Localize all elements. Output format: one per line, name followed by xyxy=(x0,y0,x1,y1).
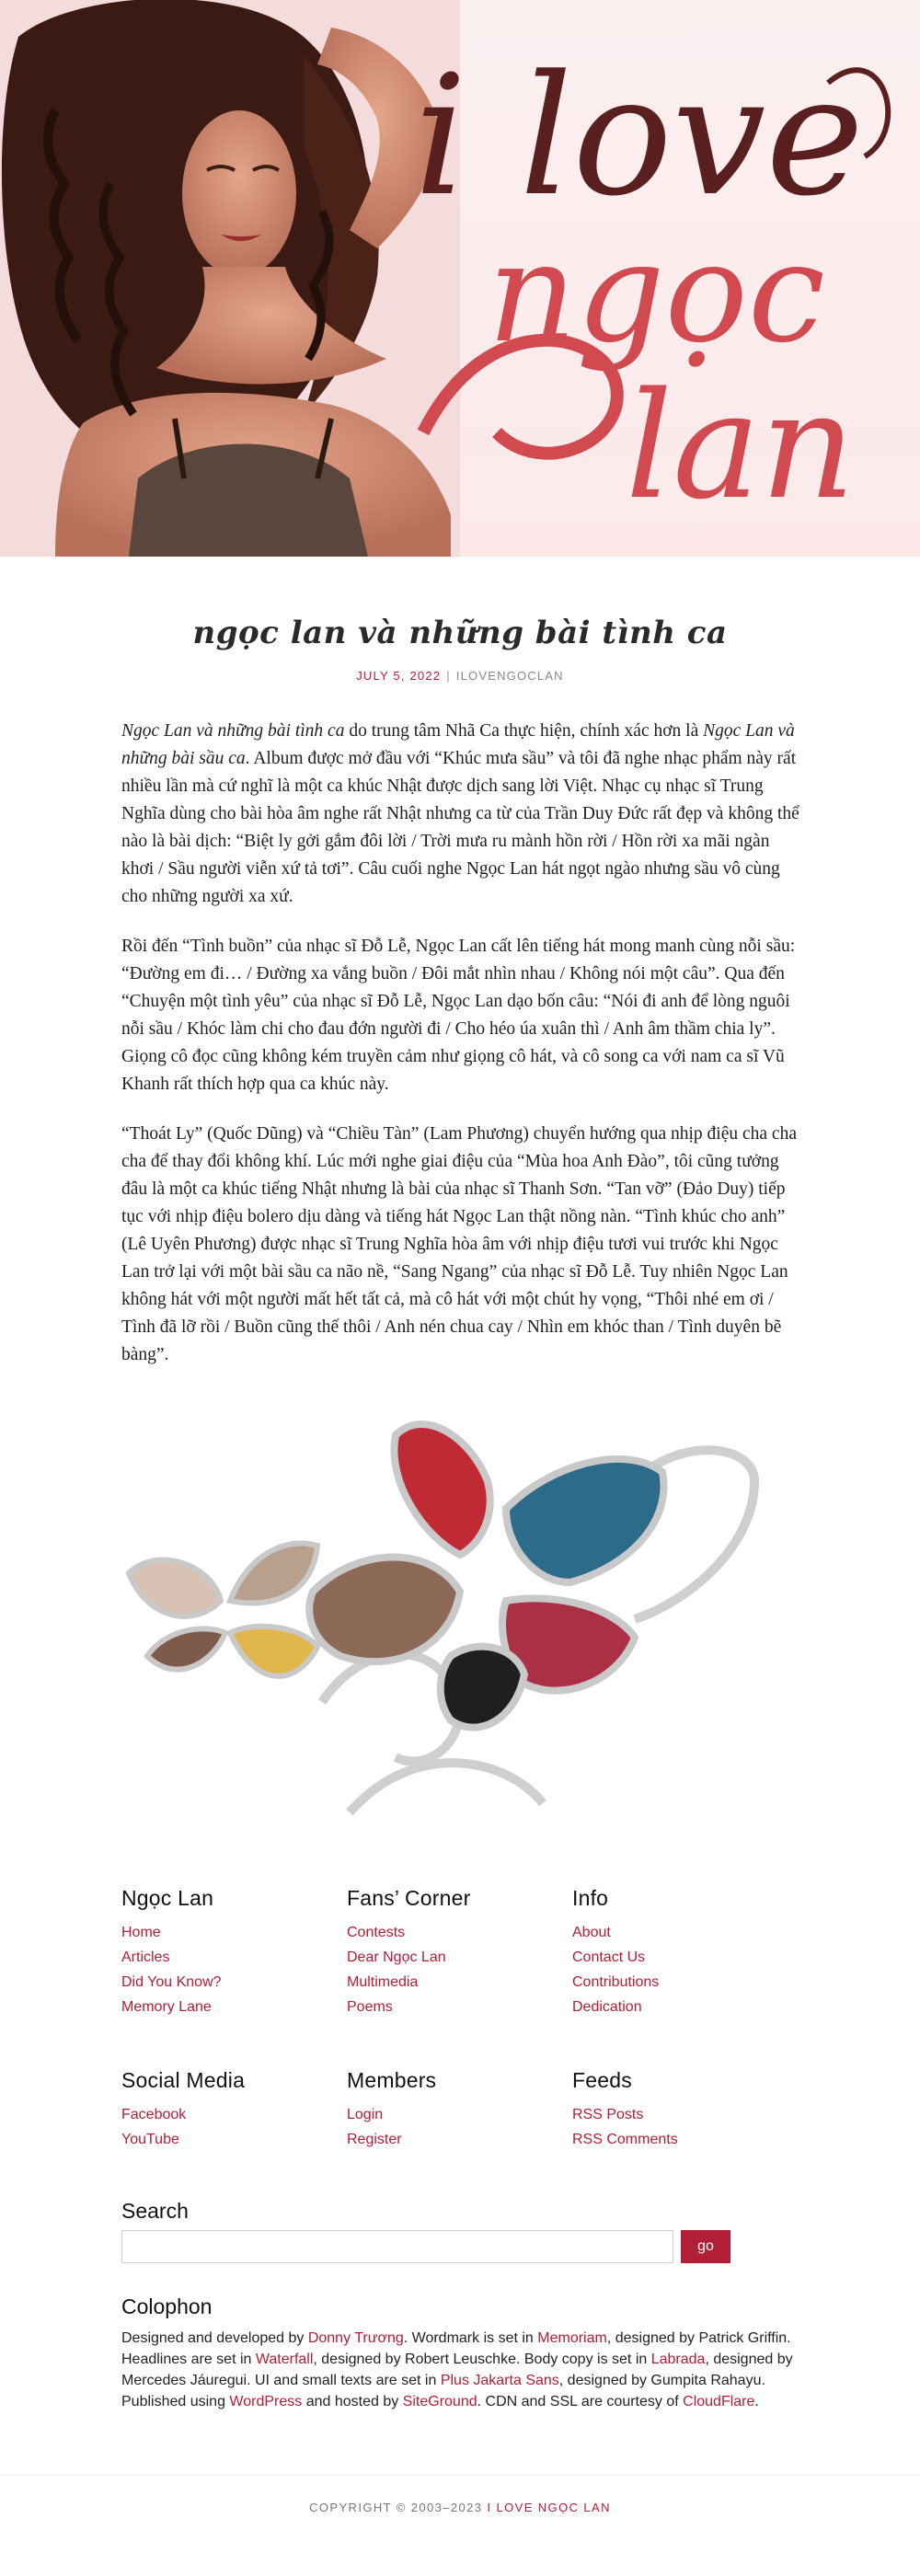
post-date-link[interactable]: JULY 5, 2022 xyxy=(356,669,442,683)
footer-link-memory-lane[interactable]: Memory Lane xyxy=(121,1999,212,2015)
colophon-link[interactable]: Donny Trương xyxy=(307,2330,404,2346)
colophon-text xyxy=(121,2328,802,2412)
paragraph-1 xyxy=(121,718,802,911)
post-title: ngọc lan và những bài tình ca xyxy=(192,614,728,651)
small-butterfly xyxy=(129,1544,317,1676)
search-go-button[interactable]: go xyxy=(681,2230,730,2263)
copyright-line xyxy=(0,2501,920,2514)
footer-divider xyxy=(0,2475,920,2476)
wordmark-line1: i love xyxy=(414,40,864,233)
colophon-link[interactable]: Labrada xyxy=(650,2352,706,2367)
large-butterfly xyxy=(309,1424,663,1728)
colophon-text-run: , designed by Mercedes Jáuregui. UI and small texts are set in xyxy=(121,2352,793,2388)
footer-link-home[interactable]: Home xyxy=(121,1925,161,1940)
footer-link-register[interactable]: Register xyxy=(347,2132,402,2147)
post-author-link[interactable]: ILOVENGOCLAN xyxy=(455,669,564,683)
colophon-heading: Colophon xyxy=(121,2294,213,2318)
meta-separator: | xyxy=(446,669,451,683)
search-heading: Search xyxy=(121,2199,189,2223)
footer-section-members xyxy=(347,2068,558,2152)
footer-link-about[interactable]: About xyxy=(572,1925,611,1940)
hero-banner xyxy=(0,0,920,557)
colophon-text-run: , designed by Gumpita Rahayu. Published using xyxy=(121,2373,765,2409)
footer-link-contests[interactable]: Contests xyxy=(347,1925,406,1940)
footer-link-did-you-know[interactable]: Did You Know? xyxy=(121,1974,222,1990)
copyright-text: COPYRIGHT © 2003–2023 xyxy=(309,2501,483,2514)
footer-link-dear-ngoc-lan[interactable]: Dear Ngọc Lan xyxy=(347,1949,446,1965)
footer-heading: Ngọc Lan xyxy=(121,1886,214,1910)
footer-link-facebook[interactable]: Facebook xyxy=(121,2107,187,2122)
wordmark-logo xyxy=(350,0,920,557)
post-meta xyxy=(0,669,920,683)
colophon-text-run: . CDN and SSL are courtesy of xyxy=(477,2394,684,2409)
search-input[interactable] xyxy=(121,2230,673,2263)
colophon-text-run: . xyxy=(754,2394,759,2409)
footer-heading: Social Media xyxy=(121,2068,246,2092)
colophon-text-run: , designed by Robert Leuschke. Body copy is set in xyxy=(313,2352,651,2367)
colophon-text-run: Designed and developed by xyxy=(121,2330,308,2346)
footer-link-articles[interactable]: Articles xyxy=(121,1949,170,1965)
paragraph-1-text-1: do trung tâm Nhã Ca thực hiện, chính xác hơn là xyxy=(344,721,704,741)
footer-link-youtube[interactable]: YouTube xyxy=(121,2132,179,2147)
footer-link-rss-posts[interactable]: RSS Posts xyxy=(572,2107,644,2122)
paragraph-1-text-2: . Album được mở đầu với “Khúc mưa sầu” và tôi đã nghe nhạc phẩm này rất nhiều lần mà cứ nghĩ là một ca khúc Nhật được dịch sang lời Việt. Nhạc cụ nhạc sĩ Trung Nghĩa dùng cho bài hòa âm nghe rất Nhật nhưng ca từ của Trần Duy Đức rất đẹp và không thể nào là bài dịch: “Biệt ly gởi gắm đôi lời / Trời mưa ru mành hồn rời / Hồn rời xa mãi ngàn khơi / Sầu người viễn xứ tả tơi”. Câu cuối nghe Ngọc Lan hát ngọt ngào nhưng sầu vô cùng cho những người xa xứ. xyxy=(121,749,799,906)
paragraph-2: Rồi đến “Tình buồn” của nhạc sĩ Đỗ Lễ, Ngọc Lan cất lên tiếng hát mong manh cùng nỗi sầu: “Đường em đi… / Đường xa vắng buồn / Đôi mắt nhìn nhau / Không nói một câu”. Qua đến “Chuyện một tình yêu” của nhạc sĩ Đỗ Lễ, Ngọc Lan dạo bốn câu: “Nói đi anh để lòng nguôi nỗi sầu / Khóc làm chi cho đau đớn người đi / Cho héo úa xuân thì / Anh âm thầm chia ly”. Giọng cô đọc cũng không kém truyền cảm như giọng cô hát, và cô song ca với nam ca sĩ Vũ Khanh rất thích hợp qua ca khúc này. xyxy=(121,937,796,1094)
footer-section-social-media xyxy=(121,2068,333,2152)
colophon-text-run: . Wordmark is set in xyxy=(403,2330,538,2346)
colophon-link[interactable]: Plus Jakarta Sans xyxy=(440,2373,559,2388)
footer-link-rss-comments[interactable]: RSS Comments xyxy=(572,2132,678,2147)
footer-heading: Info xyxy=(572,1886,609,1910)
footer-link-contact-us[interactable]: Contact Us xyxy=(572,1949,646,1965)
footer-link-login[interactable]: Login xyxy=(347,2107,384,2122)
footer-section-info xyxy=(572,1886,784,2019)
paragraph-1-italic-1: Ngọc Lan và những bài tình ca xyxy=(121,721,345,741)
colophon-text-run: , designed by Patrick Griffin. Headlines are set in xyxy=(121,2330,791,2367)
footer-link-poems[interactable]: Poems xyxy=(347,1999,393,2015)
footer-heading: Fans’ Corner xyxy=(347,1886,471,1910)
colophon-link[interactable]: CloudFlare xyxy=(683,2394,755,2409)
colophon-link[interactable]: Memoriam xyxy=(537,2330,607,2346)
footer-section-ngoc-lan xyxy=(121,1886,333,2019)
butterfly-photo-collage xyxy=(120,1408,800,1840)
footer-link-multimedia[interactable]: Multimedia xyxy=(347,1974,419,1990)
paragraph-1-italic-2: Ngọc Lan và những bài sầu ca xyxy=(121,721,795,768)
footer-heading: Members xyxy=(347,2068,437,2092)
paragraph-3: “Thoát Ly” (Quốc Dũng) và “Chiều Tàn” (Lam Phương) chuyển hướng qua nhịp điệu cha cha cha để thay đổi không khí. Lúc mới nghe giai điệu của “Mùa hoa Anh Đào”, tôi cũng tưởng đâu là một ca khúc tiếng Nhật nhưng là bài của nhạc sĩ Thanh Sơn. “Tan vỡ” (Đảo Duy) tiếp tục với nhịp điệu bolero dịu dàng và tiếng hát Ngọc Lan thật nồng nàn. “Tình khúc cho anh” (Lê Uyên Phương) được nhạc sĩ Trung Nghĩa hòa âm với nhịp điệu tươi vui trước khi Ngọc Lan trở lại với một bài sầu ca não nề, “Sang Ngang” của nhạc sĩ Đỗ Lễ. Tuy nhiên Ngọc Lan không hát với một người mất hết tất cả, mà cô hát với một chút hy vọng, “Thôi nhé em ơi / Tình đã lỡ rồi / Buồn cũng thế thôi / Anh nén chua cay / Nhìn em khóc than / Tình duyên bẽ bàng”. xyxy=(121,1124,797,1364)
wordmark-line3: lan xyxy=(626,360,856,532)
copyright-brand-link[interactable]: I LOVE NGỌC LAN xyxy=(487,2501,611,2514)
wordmark-line2: ngọc xyxy=(488,213,825,374)
colophon-link[interactable]: Waterfall xyxy=(255,2352,314,2367)
colophon-link[interactable]: WordPress xyxy=(229,2394,303,2409)
colophon-link[interactable]: SiteGround xyxy=(402,2394,477,2409)
footer-section-fans-corner xyxy=(347,1886,558,2019)
footer-heading: Feeds xyxy=(572,2068,632,2092)
footer-section-feeds xyxy=(572,2068,784,2152)
colophon-text-run: and hosted by xyxy=(302,2394,403,2409)
footer-link-dedication[interactable]: Dedication xyxy=(572,1999,642,2015)
post-body xyxy=(121,718,802,1391)
footer-link-contributions[interactable]: Contributions xyxy=(572,1974,660,1990)
